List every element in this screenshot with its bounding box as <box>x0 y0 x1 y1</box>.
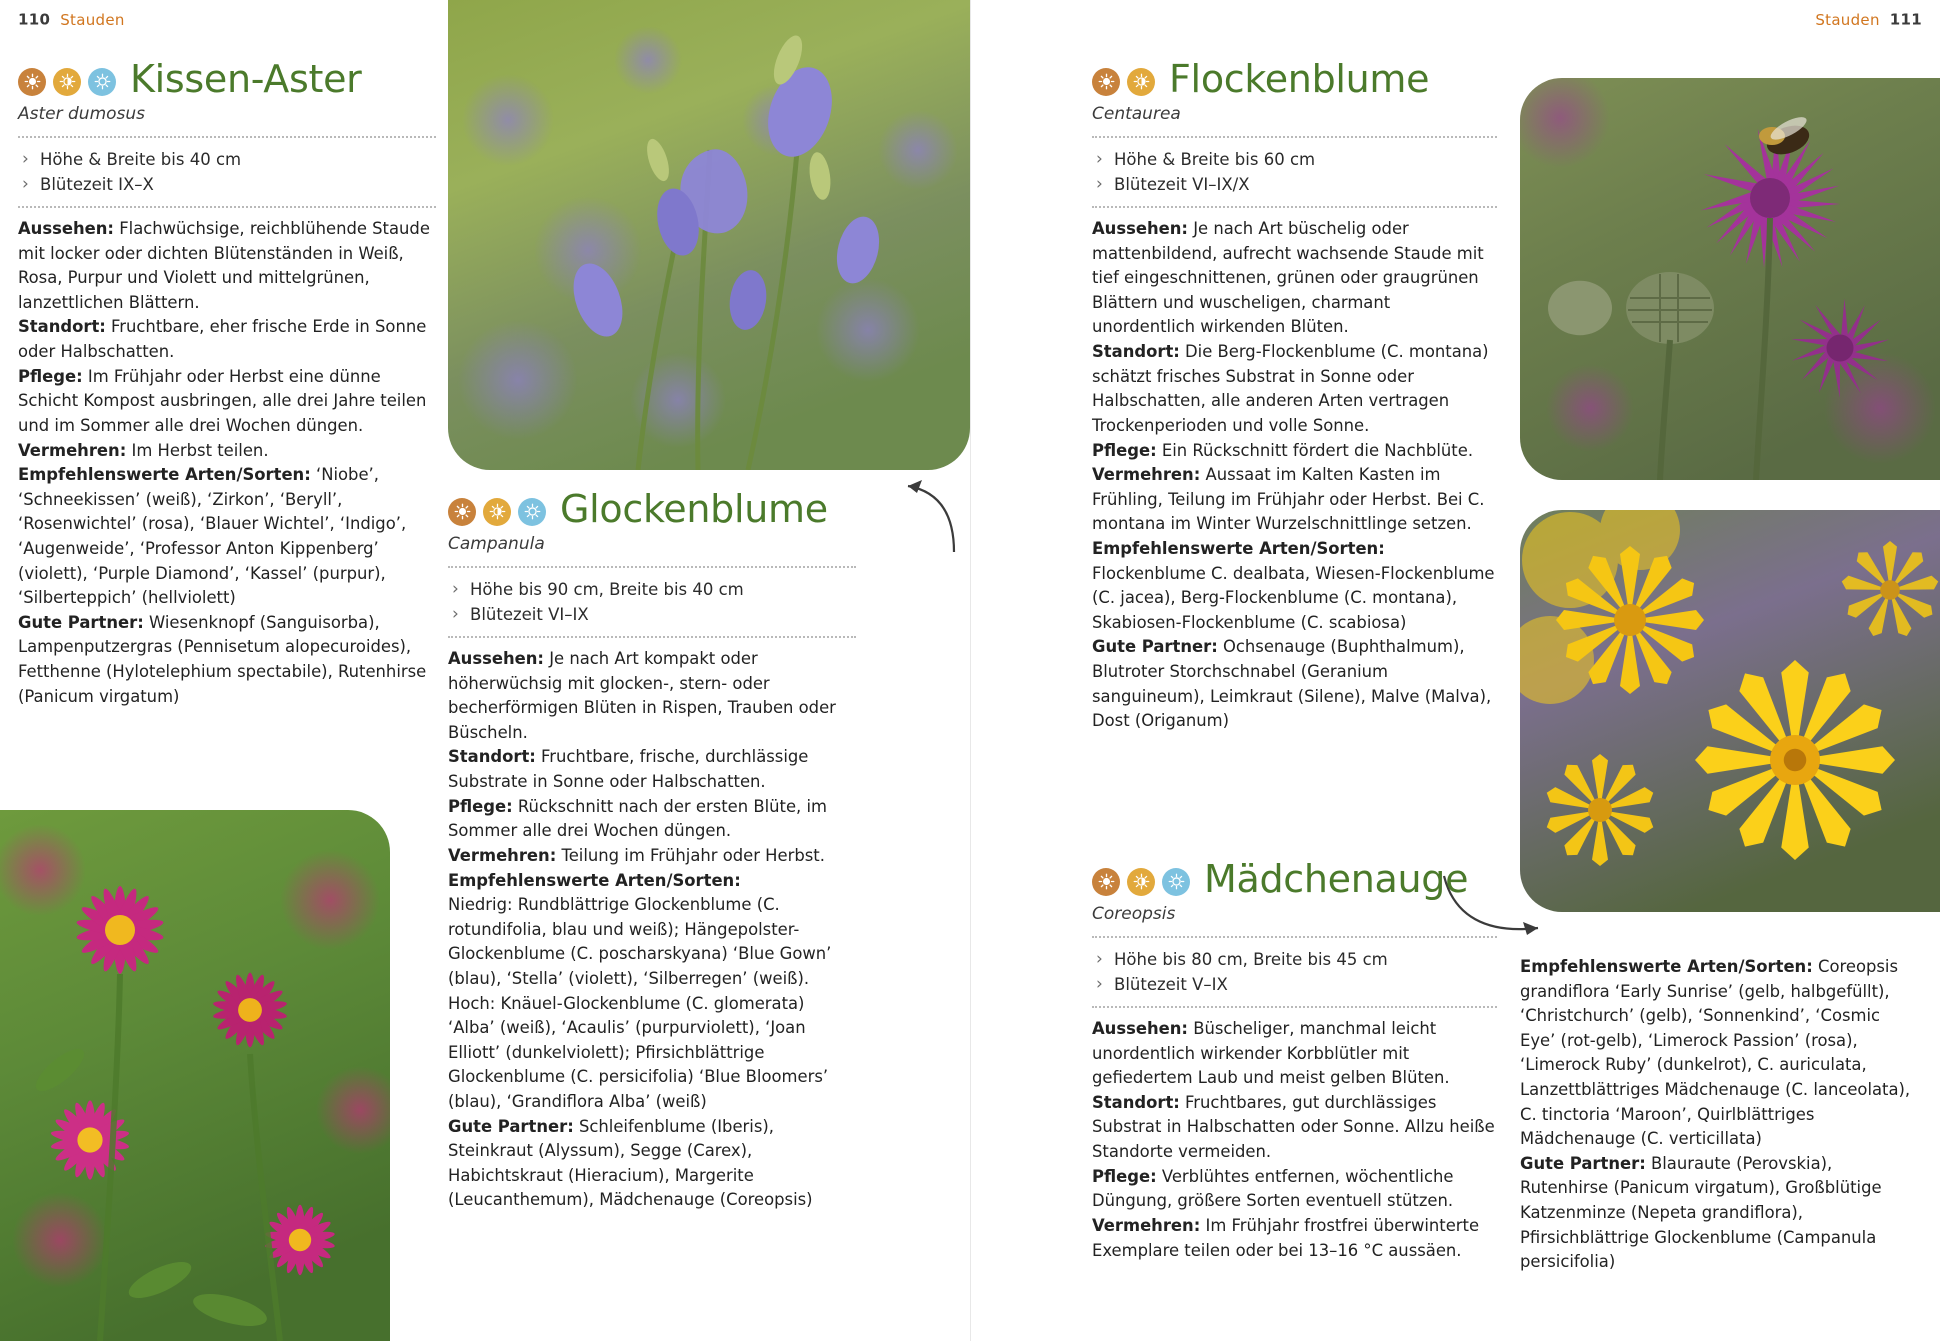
section-label: Standort: <box>18 317 106 337</box>
fact-item: › Blütezeit V–IX <box>1092 972 1497 998</box>
fact-item: › Blütezeit VI–IX <box>448 602 856 628</box>
section-text: Je nach Art kompakt oder höherwüchsig mit glocken-, stern- oder becherförmigen Blüten in Rispen, Trauben oder Büscheln. <box>448 649 836 742</box>
section-label: Aussehen: <box>448 649 544 669</box>
divider <box>1092 936 1497 938</box>
fact-item: › Blütezeit IX–X <box>18 172 436 198</box>
shade-icon <box>518 498 546 526</box>
section-label: Pflege: <box>18 366 83 386</box>
section-label: Gute Partner: <box>448 1116 574 1136</box>
latin-name-kissen-aster: Aster dumosus <box>18 103 146 124</box>
section-text: Hoch: Knäuel-Glockenblume (C. glomerata) ‘Alba’ (weiß), ‘Acaulis’ (purpurviolett), ‘Joan Elliott’ (dunkelviolett); Pfirsichblättrige Glockenblume (C. persicifolia) ‘Blue Bloomers’ (blau), ‘Grandiflora Alba’ (weiß) <box>448 993 829 1111</box>
section-text: Schleifenblume (Iberis), Steinkraut (Alyssum), Segge (Carex), Habichtskraut (Hieracium), Margerite (Leucanthemum), Mädchenauge (Coreopsis) <box>448 1116 813 1210</box>
plant-title-kissen-aster: Kissen-Aster <box>130 57 362 101</box>
divider <box>1092 136 1497 138</box>
section-label: Aussehen: <box>1092 1019 1188 1039</box>
entry-flockenblume <box>1092 57 1497 734</box>
section-text: Verblühtes entfernen, wöchentliche Düngung, größere Sorten eventuell stützen. <box>1092 1166 1454 1211</box>
photo-centaurea <box>1520 78 1940 480</box>
section-text: Fruchtbares, gut durchlässiges Substrat in Halbschatten oder Sonne. Allzu heiße Standorte vermeiden. <box>1092 1092 1495 1162</box>
light-icons-glockenblume <box>448 498 546 526</box>
plant-title-flockenblume: Flockenblume <box>1169 57 1430 101</box>
section-label: Empfehlenswerte Arten/Sorten: <box>448 870 741 890</box>
divider <box>18 206 436 208</box>
running-head-right-label: Stauden <box>1815 10 1880 29</box>
full-sun-icon <box>18 68 46 96</box>
fact-item: › Höhe bis 80 cm, Breite bis 45 cm <box>1092 947 1497 973</box>
section-text: Büscheliger, manchmal leicht unordentlich wirkender Korbblütler mit gefiedertem Laub und meist gelben Blüten. <box>1092 1019 1450 1088</box>
half-sun-icon <box>1127 68 1155 96</box>
light-icons-flockenblume <box>1092 68 1155 96</box>
entry-maedchenauge-continued <box>1520 955 1920 1275</box>
section-label: Vermehren: <box>1092 465 1201 485</box>
facts-flockenblume <box>1092 147 1497 198</box>
body-kissen-aster <box>18 217 436 709</box>
shade-icon <box>1162 868 1190 896</box>
shade-icon <box>88 68 116 96</box>
facts-maedchenauge <box>1092 947 1497 998</box>
section-label: Vermehren: <box>18 440 127 460</box>
running-head-left-label: Stauden <box>60 10 125 29</box>
section-text: Flachwüchsige, reichblühende Staude mit locker oder dichten Blütenständen in Weiß, Rosa, Purpur und Violett und mittelgrünen, lanzettlichen Blättern. <box>18 219 430 312</box>
section-label: Aussehen: <box>18 219 114 239</box>
photo-coreopsis <box>1520 510 1940 912</box>
half-sun-icon <box>53 68 81 96</box>
facts-kissen-aster <box>18 147 436 198</box>
body-maedchenauge-continued <box>1520 955 1920 1275</box>
half-sun-icon <box>1127 868 1155 896</box>
section-text: Flockenblume C. dealbata, Wiesen-Flockenblume (C. jacea), Berg-Flockenblume (C. montana), Skabiosen-Flockenblume (C. scabiosa) <box>1092 563 1495 632</box>
full-sun-icon <box>1092 68 1120 96</box>
section-text: Ochsenauge (Buphthalmum), Blutroter Storchschnabel (Geranium sanguineum), Leimkraut (Silene), Malve (Malva), Dost (Origanum) <box>1092 637 1492 731</box>
full-sun-icon <box>1092 868 1120 896</box>
entry-maedchenauge <box>1092 857 1497 1263</box>
fact-item: › Höhe & Breite bis 60 cm <box>1092 147 1497 173</box>
section-text: Je nach Art büschelig oder mattenbildend, aufrecht wachsende Staude mit tief eingeschnittenen, grünen oder graugrünen Blättern und wuscheligen, charmant unordentlich wirkenden Blüten. <box>1092 219 1484 337</box>
divider <box>1092 206 1497 208</box>
section-text: Rückschnitt nach der ersten Blüte, im Sommer alle drei Wochen düngen. <box>448 796 827 841</box>
photo-campanula <box>448 0 970 470</box>
section-label: Gute Partner: <box>18 612 144 632</box>
section-label: Aussehen: <box>1092 219 1188 239</box>
section-text: Im Frühjahr oder Herbst eine dünne Schicht Kompost ausbringen, alle drei Jahre teilen und im Sommer alle drei Wochen düngen. <box>18 366 427 435</box>
section-label: Empfehlenswerte Arten/Sorten: <box>18 465 311 485</box>
page-number-right: 111 <box>1889 10 1922 29</box>
running-head-left <box>18 10 135 29</box>
section-label: Gute Partner: <box>1092 637 1218 657</box>
divider <box>448 636 856 638</box>
divider <box>1092 1006 1497 1008</box>
section-text: Die Berg-Flockenblume (C. montana) schätzt frisches Substrat in Sonne oder Halbschatten, alle anderen Arten vertragen Trockenperioden und volle Sonne. <box>1092 342 1489 435</box>
body-glockenblume <box>448 647 856 1213</box>
section-text: Ein Rückschnitt fördert die Nachblüte. <box>1156 440 1474 460</box>
section-label: Standort: <box>448 747 536 767</box>
section-label: Pflege: <box>1092 440 1157 460</box>
fact-item: › Höhe & Breite bis 40 cm <box>18 147 436 173</box>
arrow-to-campanula-photo <box>850 478 960 556</box>
plant-title-glockenblume: Glockenblume <box>560 487 828 531</box>
section-text: Fruchtbare, frische, durchlässige Substrate in Sonne oder Halbschatten. <box>448 747 809 792</box>
plant-title-maedchenauge: Mädchenauge <box>1204 857 1469 901</box>
section-text: Im Herbst teilen. <box>126 440 269 460</box>
section-text: Fruchtbare, eher frische Erde in Sonne oder Halbschatten. <box>18 317 427 362</box>
entry-glockenblume <box>448 487 856 1213</box>
light-icons-kissen-aster <box>18 68 116 96</box>
half-sun-icon <box>483 498 511 526</box>
section-label: Vermehren: <box>1092 1215 1201 1235</box>
section-label: Empfehlenswerte Arten/Sorten: <box>1092 538 1385 558</box>
light-icons-maedchenauge <box>1092 868 1190 896</box>
section-label: Pflege: <box>1092 1166 1157 1186</box>
facts-glockenblume <box>448 577 856 628</box>
divider <box>448 566 856 568</box>
photo-aster <box>0 810 390 1341</box>
latin-name-glockenblume: Campanula <box>448 533 545 554</box>
section-label: Vermehren: <box>448 845 557 865</box>
page-gutter <box>970 0 971 1341</box>
fact-item: › Höhe bis 90 cm, Breite bis 40 cm <box>448 577 856 603</box>
divider <box>18 136 436 138</box>
section-text: Aussaat im Kalten Kasten im Frühling, Teilung im Frühjahr oder Herbst. Bei C. montana im Winter Wurzelschnittlinge setzen. <box>1092 465 1485 534</box>
latin-name-flockenblume: Centaurea <box>1092 103 1181 124</box>
section-text: ‘Niobe’, ‘Schneekissen’ (weiß), ‘Zirkon’, ‘Beryll’, ‘Rosenwichtel’ (rosa), ‘Blauer Wichtel’, ‘Indigo’, ‘Augenweide’, ‘Professor Anton Kippenberg’ (violett), ‘Purple Diamond’, ‘Kassel’ (purpur), ‘Silberteppich’ (hellviolett) <box>18 465 407 608</box>
fact-item: › Blütezeit VI–IX/X <box>1092 172 1497 198</box>
section-text: Teilung im Frühjahr oder Herbst. <box>556 845 825 865</box>
section-label: Pflege: <box>448 796 513 816</box>
section-text: Coreopsis grandiflora ‘Early Sunrise’ (gelb, halbgefüllt), ‘Christchurch’ (gelb), ‘Sonnenkind’, ‘Cosmic Eye’ (rot-gelb), ‘Limerock Passion’ (rosa), ‘Limerock Ruby’ (dunkelrot), C. auriculata, Lanzettblättriges Mädchenauge (C. lanceolata), C. tinctoria ‘Maroon’, Quirlblättriges Mädchenauge (C. verticillata) <box>1520 957 1911 1149</box>
entry-kissen-aster <box>18 57 436 709</box>
section-text: Blauraute (Perovskia), Rutenhirse (Panicum virgatum), Großblütige Katzenminze (Nepeta grandiflora), Pfirsichblättrige Glockenblume (Campanula persicifolia) <box>1520 1153 1882 1272</box>
page-number-left: 110 <box>18 10 51 29</box>
section-text: Im Frühjahr frostfrei überwinterte Exemplare teilen oder bei 13–16 °C aussäen. <box>1092 1215 1480 1260</box>
section-label: Standort: <box>1092 1092 1180 1112</box>
section-text: Niedrig: Rundblättrige Glockenblume (C. rotundifolia, blau und weiß); Hängepolster-Glockenblume (C. poscharskyana) ‘Blue Gown’ (blau), ‘Stella’ (violett), ‘Silberregen’ (weiß). <box>448 895 832 988</box>
section-text: Wiesenknopf (Sanguisorba), Lampenputzergras (Pennisetum alopecuroides), Fetthenne (Hylotelephium spectabile), Rutenhirse (Panicum virgatum) <box>18 612 427 706</box>
full-sun-icon <box>448 498 476 526</box>
section-label: Empfehlenswerte Arten/Sorten: <box>1520 957 1813 976</box>
section-label: Gute Partner: <box>1520 1153 1646 1173</box>
section-label: Standort: <box>1092 342 1180 362</box>
latin-name-maedchenauge: Coreopsis <box>1092 903 1176 924</box>
body-flockenblume <box>1092 217 1497 734</box>
body-maedchenauge <box>1092 1017 1497 1263</box>
running-head-right <box>1805 10 1922 29</box>
